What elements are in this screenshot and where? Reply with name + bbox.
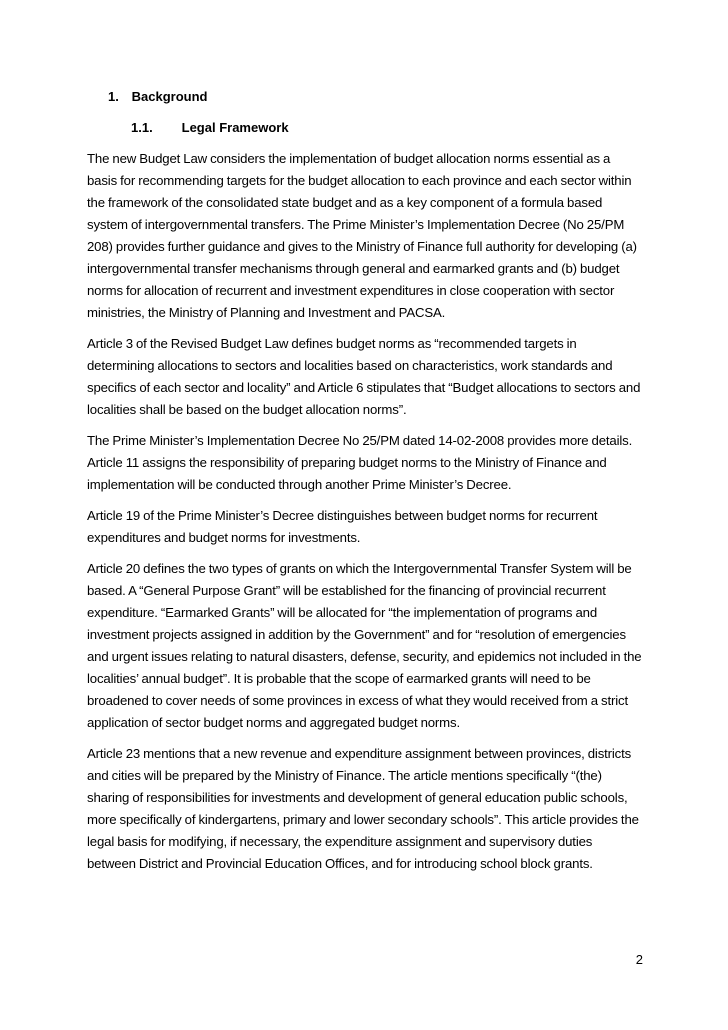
subsection-heading — [131, 119, 642, 137]
paragraph-budget-law: The new Budget Law considers the implementation of budget allocation norms essential as a basis for recommending targets for the budget allocation to each province and each sector within the framework of the consolidated state budget and as a key component of a formula based system of intergovernmental transfers. The Prime Minister’s Implementation Decree (No 25/PM 208) provides further guidance and gives to the Ministry of Finance full authority for developing (a) intergovernmental transfer mechanisms through general and earmarked grants and (b) budget norms for allocation of recurrent and investment expenditures in close cooperation with sector ministries, the Ministry of Planning and Investment and PACSA. — [87, 151, 637, 320]
paragraph-article-23: Article 23 mentions that a new revenue and expenditure assignment between provinces, districts and cities will be prepared by the Ministry of Finance. The article mentions specifically “(the) sharing of responsibilities for investments and development of general education public schools, more specifically of kindergartens, primary and lower secondary schools”. This article provides the legal basis for modifying, if necessary, the expenditure assignment and supervisory duties between District and Provincial Education Offices, and for introducing school block grants. — [87, 746, 639, 871]
subsection-title: Legal Framework — [181, 120, 289, 135]
paragraph-article-20: Article 20 defines the two types of grants on which the Intergovernmental Transfer System will be based. A “General Purpose Grant” will be established for the financing of provincial recurrent expenditure. “Earmarked Grants” will be allocated for “the implementation of programs and investment projects assigned in addition by the Government” and for “resolution of emergencies and urgent issues relating to natural disasters, defense, security, and epidemics not included in the localities’ annual budget”. It is probable that the scope of earmarked grants will need to be broadened to cover needs of some provinces in excess of what they would received from a strict application of sector budget norms and aggregated budget norms. — [87, 561, 642, 730]
paragraph-decree-25: The Prime Minister’s Implementation Decree No 25/PM dated 14-02-2008 provides more details. Article 11 assigns the responsibility of preparing budget norms to the Ministry of Finance and implementation will be conducted through another Prime Minister’s Decree. — [87, 433, 633, 492]
section-number: 1. — [108, 89, 119, 104]
section-heading — [108, 88, 642, 106]
subsection-number: 1.1. — [131, 120, 153, 135]
paragraph-article-3: Article 3 of the Revised Budget Law defines budget norms as “recommended targets in determining allocations to sectors and localities based on characteristics, work standards and specifics of each sector and locality” and Article 6 stipulates that “Budget allocations to sectors and localities shall be based on the budget allocation norms”. — [87, 336, 641, 417]
section-title: Background — [131, 89, 208, 104]
page-number: 2 — [635, 952, 643, 967]
paragraph-article-19: Article 19 of the Prime Minister’s Decree distinguishes between budget norms for recurrent expenditures and budget norms for investments. — [87, 508, 598, 545]
